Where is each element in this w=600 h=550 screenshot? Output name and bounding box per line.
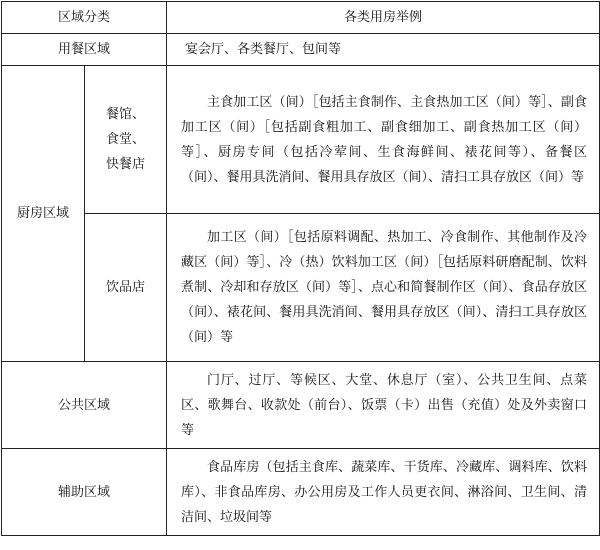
drink-shop-label: 饮品店 bbox=[85, 214, 167, 362]
table-header-row bbox=[2, 2, 600, 34]
auxiliary-area-examples: 食品库房（包括主食库、蔬菜库、干货库、冷藏库、调料库、饮料库）、非食品库房、办公用房及工作人员更衣间、淋浴间、卫生间、清洁间、垃圾间等 bbox=[167, 449, 600, 536]
header-area-category: 区域分类 bbox=[2, 2, 167, 34]
table-row-kitchen-drink-shop bbox=[2, 214, 600, 362]
drink-shop-kitchen-examples: 加工区（间）［包括原料调配、热加工、冷食制作、其他制作及冷藏区（间）等］、冷（热）饮料加工区（间）［包括原料研磨配制、饮料煮制、冷却和存放区（间）等］、点心和简餐制作区（间）、食品存放区（间）、裱花间、餐用具洗消间、餐用具存放区（间）、清扫工具存放区（间）等 bbox=[167, 214, 600, 362]
building-room-classification-table bbox=[1, 1, 600, 536]
auxiliary-area-label: 辅助区域 bbox=[2, 449, 167, 536]
public-area-label: 公共区域 bbox=[2, 362, 167, 449]
subcategory-line: 餐馆、 bbox=[106, 107, 146, 122]
kitchen-area-label: 厨房区域 bbox=[2, 66, 85, 362]
table-row-auxiliary bbox=[2, 449, 600, 536]
header-examples: 各类用房举例 bbox=[167, 2, 600, 34]
subcategory-line: 快餐店 bbox=[106, 157, 146, 172]
dining-area-label: 用餐区域 bbox=[2, 34, 167, 66]
subcategory-line: 食堂、 bbox=[106, 132, 146, 147]
public-area-examples: 门厅、过厅、等候区、大堂、休息厅（室）、公共卫生间、点菜区、歌舞台、收款处（前台）、饭票（卡）出售（充值）处及外卖窗口等 bbox=[167, 362, 600, 449]
restaurant-kitchen-examples: 主食加工区（间）［包括主食制作、主食热加工区（间）等］、副食加工区（间）［包括副食粗加工、副食细加工、副食热加工区（间）等］、厨房专间（包括冷荤间、生食海鲜间、裱花间等）、备餐区（间）、餐用具洗消间、餐用具存放区（间）、清扫工具存放区（间）等 bbox=[167, 66, 600, 214]
table-row-kitchen-restaurant bbox=[2, 66, 600, 214]
table-row-public bbox=[2, 362, 600, 449]
restaurant-canteen-fastfood-label bbox=[85, 66, 167, 214]
table-row-dining bbox=[2, 34, 600, 66]
dining-area-examples: 宴会厅、各类餐厅、包间等 bbox=[167, 34, 600, 66]
